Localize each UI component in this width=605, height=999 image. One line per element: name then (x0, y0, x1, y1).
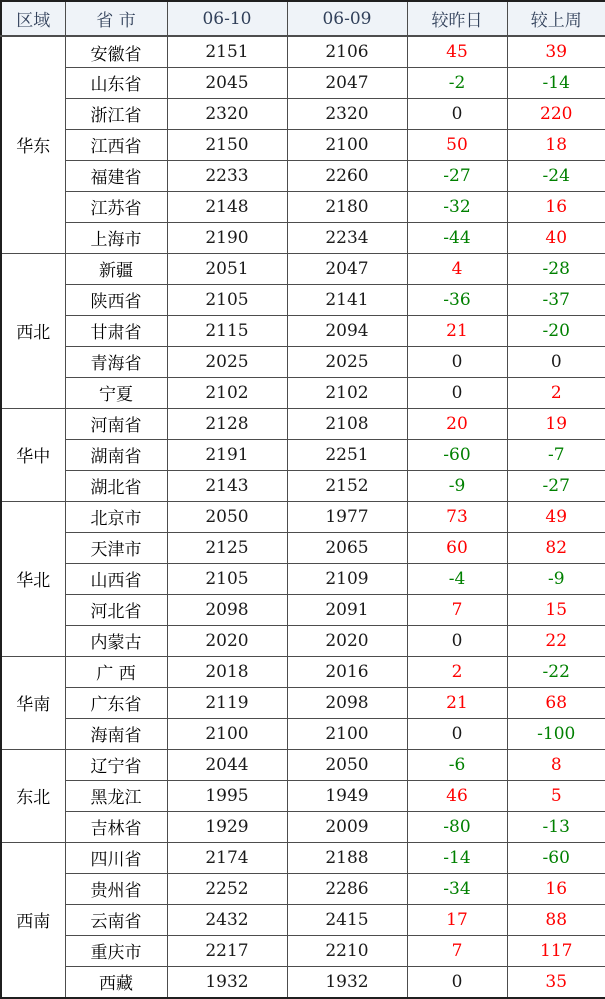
price-0609-cell: 2065 (287, 532, 407, 563)
province-cell: 山东省 (65, 68, 167, 99)
price-0609-cell: 1932 (287, 966, 407, 998)
province-cell: 北京市 (65, 501, 167, 532)
province-cell: 贵州省 (65, 873, 167, 904)
price-0610-cell: 2174 (167, 842, 287, 873)
price-0610-cell: 2020 (167, 625, 287, 656)
price-0610-cell: 2125 (167, 532, 287, 563)
change-vs-yesterday-cell: 2 (407, 656, 507, 687)
price-0610-cell: 2432 (167, 904, 287, 935)
price-0610-cell: 2105 (167, 563, 287, 594)
table-row (1, 315, 605, 346)
header-vs-yesterday: 较昨日 (407, 1, 507, 36)
price-0610-cell: 2018 (167, 656, 287, 687)
change-vs-lastweek-cell: -14 (507, 68, 605, 99)
table-row (1, 594, 605, 625)
price-0609-cell: 2320 (287, 98, 407, 129)
price-0609-cell: 2109 (287, 563, 407, 594)
change-vs-lastweek-cell: 16 (507, 873, 605, 904)
province-cell: 江苏省 (65, 191, 167, 222)
table-row (1, 377, 605, 408)
change-vs-lastweek-cell: -24 (507, 160, 605, 191)
price-0609-cell: 2100 (287, 129, 407, 160)
province-cell: 山西省 (65, 563, 167, 594)
change-vs-yesterday-cell: -36 (407, 284, 507, 315)
change-vs-lastweek-cell: 2 (507, 377, 605, 408)
province-cell: 黑龙江 (65, 780, 167, 811)
table-row (1, 873, 605, 904)
table-row (1, 718, 605, 749)
province-cell: 河南省 (65, 408, 167, 439)
change-vs-lastweek-cell: -9 (507, 563, 605, 594)
table-row (1, 780, 605, 811)
header-date-0609: 06-09 (287, 1, 407, 36)
province-cell: 宁夏 (65, 377, 167, 408)
change-vs-yesterday-cell: 45 (407, 36, 507, 68)
price-0609-cell: 2094 (287, 315, 407, 346)
change-vs-lastweek-cell: -20 (507, 315, 605, 346)
province-cell: 天津市 (65, 532, 167, 563)
region-cell: 西南 (1, 842, 65, 998)
change-vs-lastweek-cell: 220 (507, 98, 605, 129)
change-vs-yesterday-cell: -34 (407, 873, 507, 904)
table-row (1, 408, 605, 439)
change-vs-lastweek-cell: 35 (507, 966, 605, 998)
price-0609-cell: 2106 (287, 36, 407, 68)
province-cell: 甘肃省 (65, 315, 167, 346)
price-0610-cell: 2050 (167, 501, 287, 532)
change-vs-yesterday-cell: -6 (407, 749, 507, 780)
change-vs-lastweek-cell: -28 (507, 253, 605, 284)
change-vs-yesterday-cell: 0 (407, 966, 507, 998)
price-0609-cell: 2260 (287, 160, 407, 191)
price-0609-cell: 2286 (287, 873, 407, 904)
price-0609-cell: 2234 (287, 222, 407, 253)
change-vs-yesterday-cell: -14 (407, 842, 507, 873)
region-cell: 西北 (1, 253, 65, 408)
table-row (1, 284, 605, 315)
table-row (1, 470, 605, 501)
province-cell: 河北省 (65, 594, 167, 625)
province-cell: 吉林省 (65, 811, 167, 842)
region-cell: 华北 (1, 501, 65, 656)
price-0609-cell: 2100 (287, 718, 407, 749)
price-0610-cell: 2190 (167, 222, 287, 253)
table-row (1, 222, 605, 253)
price-0610-cell: 2252 (167, 873, 287, 904)
price-0610-cell: 2233 (167, 160, 287, 191)
change-vs-yesterday-cell: 0 (407, 718, 507, 749)
province-cell: 云南省 (65, 904, 167, 935)
province-cell: 安徽省 (65, 36, 167, 68)
table-row (1, 563, 605, 594)
table-row (1, 439, 605, 470)
change-vs-lastweek-cell: 88 (507, 904, 605, 935)
change-vs-lastweek-cell: -13 (507, 811, 605, 842)
province-cell: 广东省 (65, 687, 167, 718)
province-cell: 重庆市 (65, 935, 167, 966)
change-vs-lastweek-cell: 40 (507, 222, 605, 253)
price-0609-cell: 1949 (287, 780, 407, 811)
table-row (1, 935, 605, 966)
province-cell: 福建省 (65, 160, 167, 191)
change-vs-yesterday-cell: 0 (407, 625, 507, 656)
province-cell: 湖南省 (65, 439, 167, 470)
province-cell: 广 西 (65, 656, 167, 687)
price-0609-cell: 2020 (287, 625, 407, 656)
change-vs-yesterday-cell: -44 (407, 222, 507, 253)
price-0610-cell: 2148 (167, 191, 287, 222)
price-0610-cell: 2320 (167, 98, 287, 129)
change-vs-yesterday-cell: 0 (407, 377, 507, 408)
price-0609-cell: 2009 (287, 811, 407, 842)
price-0609-cell: 2210 (287, 935, 407, 966)
price-0610-cell: 2102 (167, 377, 287, 408)
table-row (1, 656, 605, 687)
price-0609-cell: 2050 (287, 749, 407, 780)
price-0610-cell: 2151 (167, 36, 287, 68)
province-cell: 海南省 (65, 718, 167, 749)
price-0609-cell: 2047 (287, 68, 407, 99)
change-vs-lastweek-cell: 39 (507, 36, 605, 68)
price-0609-cell: 2180 (287, 191, 407, 222)
change-vs-yesterday-cell: 60 (407, 532, 507, 563)
table-row (1, 625, 605, 656)
change-vs-yesterday-cell: 17 (407, 904, 507, 935)
change-vs-lastweek-cell: 19 (507, 408, 605, 439)
price-table-body (1, 36, 605, 998)
header-region: 区域 (1, 1, 65, 36)
change-vs-lastweek-cell: -7 (507, 439, 605, 470)
price-0610-cell: 2217 (167, 935, 287, 966)
price-0610-cell: 2098 (167, 594, 287, 625)
table-row (1, 687, 605, 718)
table-row (1, 98, 605, 129)
change-vs-lastweek-cell: 8 (507, 749, 605, 780)
price-0610-cell: 2115 (167, 315, 287, 346)
province-cell: 辽宁省 (65, 749, 167, 780)
table-row (1, 904, 605, 935)
price-0610-cell: 2025 (167, 346, 287, 377)
price-0610-cell: 2191 (167, 439, 287, 470)
province-cell: 浙江省 (65, 98, 167, 129)
price-0610-cell: 2105 (167, 284, 287, 315)
price-0609-cell: 2251 (287, 439, 407, 470)
header-date-0610: 06-10 (167, 1, 287, 36)
table-row (1, 191, 605, 222)
province-cell: 江西省 (65, 129, 167, 160)
header-province: 省 市 (65, 1, 167, 36)
table-row (1, 129, 605, 160)
change-vs-yesterday-cell: 7 (407, 935, 507, 966)
change-vs-yesterday-cell: 50 (407, 129, 507, 160)
table-row (1, 842, 605, 873)
price-0609-cell: 2102 (287, 377, 407, 408)
change-vs-yesterday-cell: 0 (407, 346, 507, 377)
change-vs-yesterday-cell: -60 (407, 439, 507, 470)
price-0609-cell: 2188 (287, 842, 407, 873)
table-row (1, 68, 605, 99)
price-0610-cell: 2045 (167, 68, 287, 99)
change-vs-yesterday-cell: 7 (407, 594, 507, 625)
change-vs-yesterday-cell: 46 (407, 780, 507, 811)
change-vs-yesterday-cell: -9 (407, 470, 507, 501)
province-cell: 新疆 (65, 253, 167, 284)
province-cell: 上海市 (65, 222, 167, 253)
change-vs-lastweek-cell: -37 (507, 284, 605, 315)
price-0609-cell: 2047 (287, 253, 407, 284)
price-0609-cell: 2025 (287, 346, 407, 377)
change-vs-lastweek-cell: 0 (507, 346, 605, 377)
price-0610-cell: 2119 (167, 687, 287, 718)
table-row (1, 966, 605, 998)
change-vs-lastweek-cell: 5 (507, 780, 605, 811)
table-row (1, 346, 605, 377)
price-0609-cell: 2091 (287, 594, 407, 625)
price-0610-cell: 1995 (167, 780, 287, 811)
province-cell: 内蒙古 (65, 625, 167, 656)
province-cell: 西藏 (65, 966, 167, 998)
price-0609-cell: 2415 (287, 904, 407, 935)
change-vs-lastweek-cell: 16 (507, 191, 605, 222)
change-vs-yesterday-cell: -2 (407, 68, 507, 99)
change-vs-lastweek-cell: 15 (507, 594, 605, 625)
change-vs-lastweek-cell: 49 (507, 501, 605, 532)
change-vs-yesterday-cell: -32 (407, 191, 507, 222)
change-vs-lastweek-cell: -27 (507, 470, 605, 501)
table-row (1, 749, 605, 780)
change-vs-lastweek-cell: 68 (507, 687, 605, 718)
province-cell: 陕西省 (65, 284, 167, 315)
price-0610-cell: 2100 (167, 718, 287, 749)
price-0610-cell: 2051 (167, 253, 287, 284)
table-row (1, 532, 605, 563)
change-vs-lastweek-cell: 82 (507, 532, 605, 563)
price-0609-cell: 2108 (287, 408, 407, 439)
table-row (1, 501, 605, 532)
price-0610-cell: 2143 (167, 470, 287, 501)
price-0610-cell: 2128 (167, 408, 287, 439)
price-0610-cell: 1929 (167, 811, 287, 842)
table-row (1, 160, 605, 191)
header-row (1, 1, 605, 36)
change-vs-lastweek-cell: 18 (507, 129, 605, 160)
table-row (1, 253, 605, 284)
province-cell: 湖北省 (65, 470, 167, 501)
province-cell: 青海省 (65, 346, 167, 377)
change-vs-yesterday-cell: 4 (407, 253, 507, 284)
change-vs-lastweek-cell: 117 (507, 935, 605, 966)
price-0610-cell: 1932 (167, 966, 287, 998)
change-vs-yesterday-cell: -27 (407, 160, 507, 191)
price-0609-cell: 2098 (287, 687, 407, 718)
price-0610-cell: 2150 (167, 129, 287, 160)
price-0610-cell: 2044 (167, 749, 287, 780)
table-header (1, 1, 605, 36)
change-vs-yesterday-cell: -4 (407, 563, 507, 594)
change-vs-yesterday-cell: 73 (407, 501, 507, 532)
change-vs-lastweek-cell: -22 (507, 656, 605, 687)
change-vs-lastweek-cell: -100 (507, 718, 605, 749)
change-vs-yesterday-cell: 0 (407, 98, 507, 129)
change-vs-lastweek-cell: -60 (507, 842, 605, 873)
region-cell: 华东 (1, 36, 65, 253)
change-vs-yesterday-cell: -80 (407, 811, 507, 842)
change-vs-yesterday-cell: 21 (407, 687, 507, 718)
price-0609-cell: 2141 (287, 284, 407, 315)
price-0609-cell: 2152 (287, 470, 407, 501)
price-0609-cell: 2016 (287, 656, 407, 687)
header-vs-lastweek: 较上周 (507, 1, 605, 36)
region-cell: 华南 (1, 656, 65, 749)
table-row (1, 811, 605, 842)
region-cell: 东北 (1, 749, 65, 842)
table-row (1, 36, 605, 68)
province-cell: 四川省 (65, 842, 167, 873)
change-vs-yesterday-cell: 21 (407, 315, 507, 346)
region-cell: 华中 (1, 408, 65, 501)
change-vs-yesterday-cell: 20 (407, 408, 507, 439)
price-0609-cell: 1977 (287, 501, 407, 532)
change-vs-lastweek-cell: 22 (507, 625, 605, 656)
